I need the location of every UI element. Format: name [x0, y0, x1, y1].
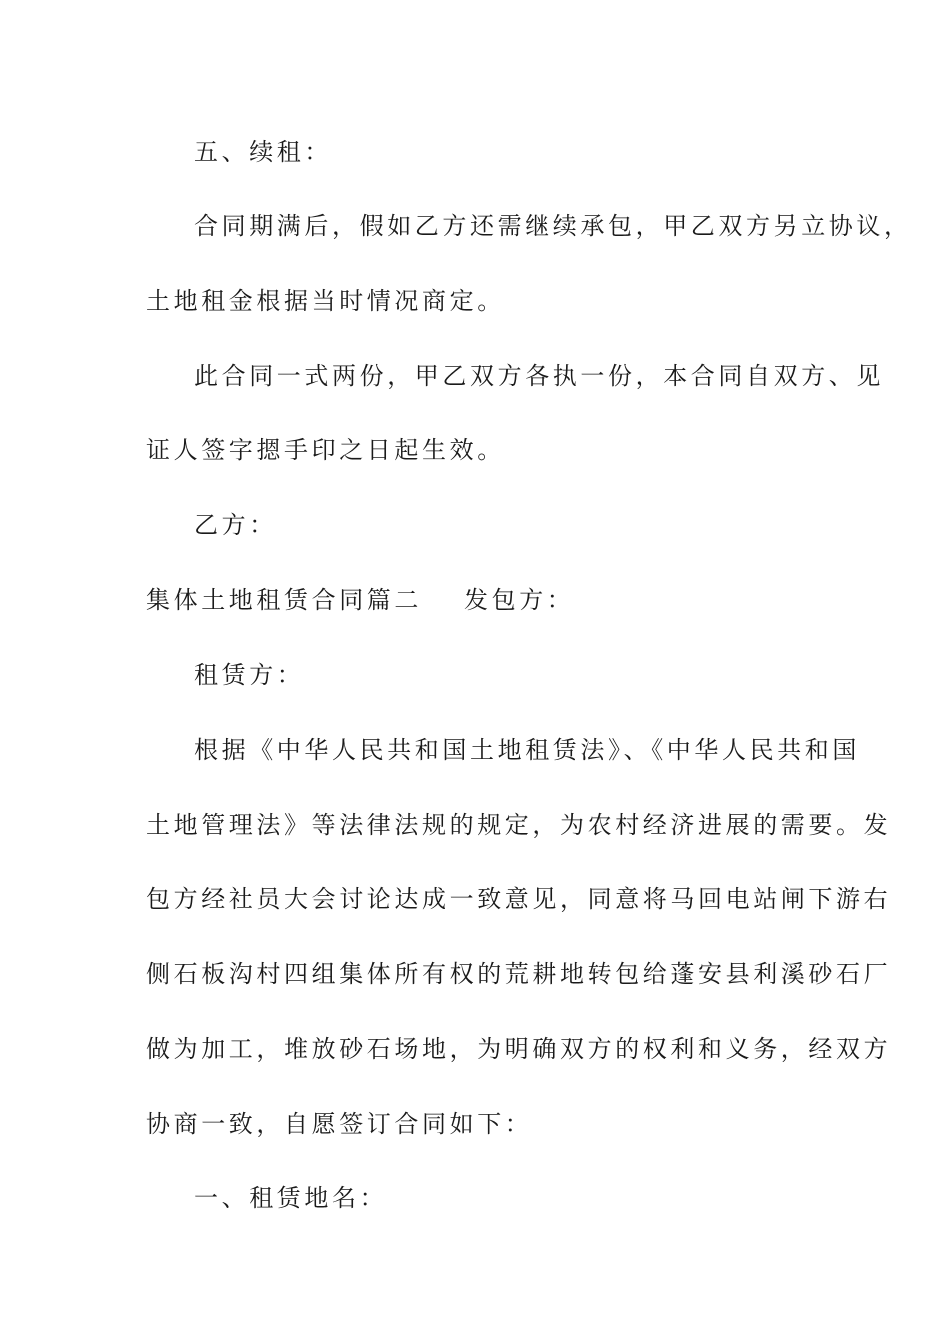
paragraph-line: 土地租金根据当时情况商定。: [146, 287, 505, 315]
lessee-label: 租赁方：: [194, 661, 305, 689]
paragraph-line: 合同期满后，假如乙方还需继续承包，甲乙双方另立协议，: [194, 212, 912, 240]
contractor-label: 发包方：: [464, 586, 575, 614]
paragraph-line: 土地管理法》等法律法规的规定，为农村经济进展的需要。发: [146, 811, 892, 839]
paragraph-line: 此合同一式两份，甲乙双方各执一份，本合同自双方、见: [194, 362, 884, 390]
section-heading-renewal: 五、续租：: [194, 138, 332, 166]
contract-title: 集体土地租赁合同篇二: [146, 586, 422, 614]
party-b-label: 乙方：: [194, 511, 277, 539]
section-heading-lease-location: 一、租赁地名：: [194, 1184, 388, 1212]
paragraph-line: 协商一致，自愿签订合同如下：: [146, 1110, 533, 1138]
paragraph-line: 做为加工，堆放砂石场地，为明确双方的权利和义务，经双方: [146, 1035, 892, 1063]
paragraph-line: 证人签字摁手印之日起生效。: [146, 436, 505, 464]
contract-title-row: [146, 585, 574, 615]
paragraph-line: 侧石板沟村四组集体所有权的荒耕地转包给蓬安县利溪砂石厂: [146, 960, 892, 988]
paragraph-line: 包方经社员大会讨论达成一致意见，同意将马回电站闸下游右: [146, 885, 892, 913]
paragraph-line: 根据《中华人民共和国土地租赁法》、《中华人民共和国: [194, 736, 860, 764]
